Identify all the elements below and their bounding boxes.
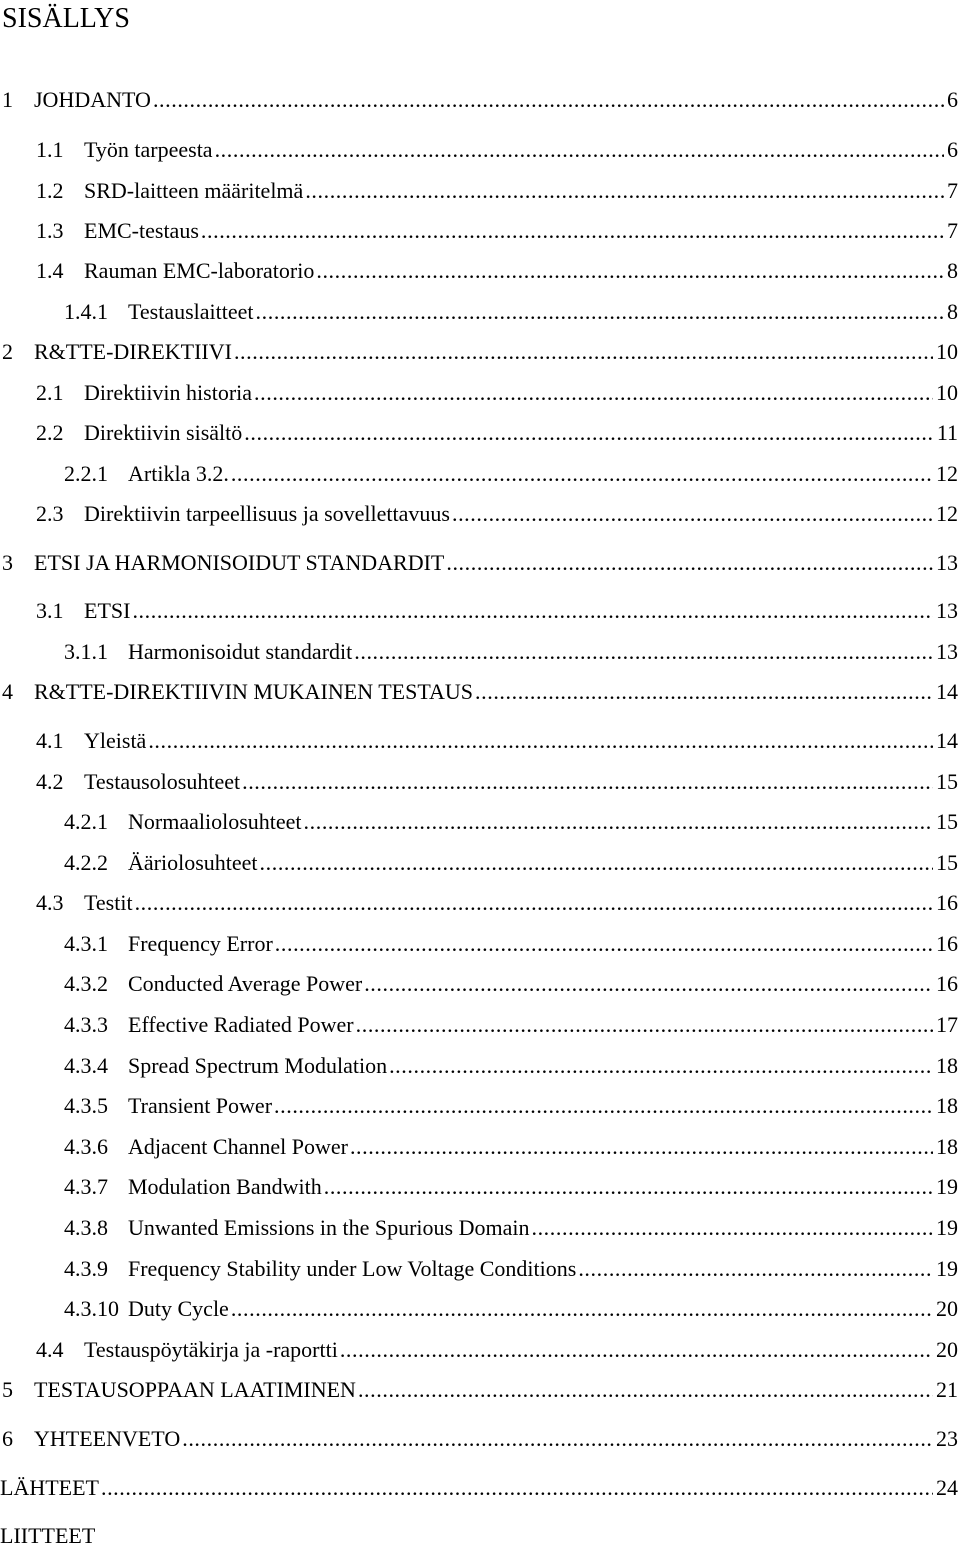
toc-entry-title: Modulation Bandwith xyxy=(128,1174,322,1199)
toc-entry-number: 2.2.1 xyxy=(64,461,108,486)
toc-entry-title: YHTEENVETO xyxy=(34,1426,181,1451)
toc-dot-leader xyxy=(272,1092,933,1120)
toc-entry-number: 4.2 xyxy=(36,769,64,794)
toc-entry-page-number: 18 xyxy=(936,1093,958,1118)
toc-entry[interactable] xyxy=(0,597,958,625)
toc-dot-leader xyxy=(133,889,933,917)
toc-entry[interactable] xyxy=(0,257,958,285)
toc-entry[interactable] xyxy=(0,86,958,114)
toc-entry-title: Unwanted Emissions in the Spurious Domain xyxy=(128,1215,530,1240)
toc-entry-title: TESTAUSOPPAAN LAATIMINEN xyxy=(34,1377,356,1402)
toc-dot-leader xyxy=(254,298,944,326)
toc-entry-number: 4.3.9 xyxy=(64,1256,108,1281)
toc-entry[interactable] xyxy=(0,1173,958,1201)
toc-entry-title: Adjacent Channel Power xyxy=(128,1134,348,1159)
toc-entry-title: Conducted Average Power xyxy=(128,971,363,996)
toc-entry[interactable] xyxy=(0,177,958,205)
toc-dot-leader xyxy=(354,1011,933,1039)
page-title: SISÄLLYS xyxy=(2,3,130,34)
toc-entry[interactable] xyxy=(0,638,958,666)
toc-dot-leader xyxy=(232,338,933,366)
toc-entry[interactable] xyxy=(0,1336,958,1364)
toc-entry-page-number: 21 xyxy=(936,1377,958,1402)
toc-dot-leader xyxy=(473,678,933,706)
toc-entry-title: Direktiivin tarpeellisuus ja sovellettavuus xyxy=(84,501,450,526)
toc-entry-title: Ääriolosuhteet xyxy=(128,850,258,875)
toc-entry-number: 4.3.8 xyxy=(64,1215,108,1240)
toc-entry-page-number: 13 xyxy=(936,639,958,664)
toc-entry-page-number: 7 xyxy=(947,178,958,203)
toc-entry-page-number: 11 xyxy=(936,420,958,445)
toc-entry-title: Direktiivin sisältö xyxy=(84,420,243,445)
toc-entry[interactable] xyxy=(0,500,958,528)
toc-entry-number: 4.2.1 xyxy=(64,809,108,834)
toc-entry-title: Duty Cycle xyxy=(128,1296,229,1321)
toc-entry-title: Testauslaitteet xyxy=(128,299,254,324)
toc-entry-title: JOHDANTO xyxy=(34,87,151,112)
toc-dot-leader xyxy=(348,1133,933,1161)
toc-entry-number: 2.2 xyxy=(36,420,64,445)
toc-entry-number: 1 xyxy=(2,87,13,112)
toc-entry-page-number: 12 xyxy=(936,501,958,526)
toc-dot-leader xyxy=(302,808,933,836)
toc-entry-number: 2.1 xyxy=(36,380,64,405)
toc-entry-page-number: 8 xyxy=(947,299,958,324)
toc-entry-number: 4.2.2 xyxy=(64,850,108,875)
toc-dot-leader xyxy=(229,460,933,488)
toc-entry-title: Artikla 3.2. xyxy=(128,461,229,486)
toc-entry-page-number: 20 xyxy=(936,1337,958,1362)
toc-entry[interactable] xyxy=(0,768,958,796)
toc-entry-number: 4.3.4 xyxy=(64,1053,108,1078)
toc-entry-page-number: 19 xyxy=(936,1256,958,1281)
toc-entry[interactable] xyxy=(0,1133,958,1161)
toc-entry-title: Transient Power xyxy=(128,1093,273,1118)
toc-entry-number: 4.3.6 xyxy=(64,1134,108,1159)
toc-dot-leader xyxy=(352,638,933,666)
toc-dot-leader xyxy=(362,970,933,998)
toc-entry-title: Effective Radiated Power xyxy=(128,1012,354,1037)
toc-entry-title: Normaaliolosuhteet xyxy=(128,809,302,834)
toc-dot-leader xyxy=(356,1376,933,1404)
toc-entry-page-number: 6 xyxy=(947,137,958,162)
toc-entry-number: 3.1.1 xyxy=(64,639,108,664)
toc-dot-leader xyxy=(130,597,933,625)
toc-entry-number: 4.3.3 xyxy=(64,1012,108,1037)
toc-entry-page-number: 20 xyxy=(936,1296,958,1321)
toc-entry[interactable] xyxy=(0,298,958,326)
toc-entry-title: Testit xyxy=(84,890,133,915)
toc-entry-page-number: 19 xyxy=(936,1174,958,1199)
toc-entry-title: R&TTE-DIREKTIIVIN MUKAINEN TESTAUS xyxy=(34,679,474,704)
toc-entry-number: 4.3.5 xyxy=(64,1093,108,1118)
toc-dot-leader xyxy=(529,1214,933,1242)
toc-entry-page-number: 12 xyxy=(936,461,958,486)
toc-dot-leader xyxy=(199,217,944,245)
toc-entry[interactable] xyxy=(0,930,958,958)
toc-entry-page-number: 16 xyxy=(936,890,958,915)
toc-entry-page-number: 13 xyxy=(936,550,958,575)
toc-entry-title: Testausolosuhteet xyxy=(84,769,241,794)
toc-dot-leader xyxy=(338,1336,933,1364)
toc-entry[interactable] xyxy=(0,1425,958,1453)
toc-entry[interactable] xyxy=(0,379,958,407)
toc-entry-number: 3 xyxy=(2,550,13,575)
toc-entry-title: EMC-testaus xyxy=(84,218,199,243)
toc-entry-title: Harmonisoidut standardit xyxy=(128,639,353,664)
toc-entry-page-number: 15 xyxy=(936,809,958,834)
toc-dot-leader xyxy=(229,1295,933,1323)
toc-entry-title: ETSI JA HARMONISOIDUT STANDARDIT xyxy=(34,550,445,575)
toc-entry-page-number: 16 xyxy=(936,931,958,956)
toc-entry-title: Frequency Stability under Low Voltage Conditions xyxy=(128,1256,577,1281)
toc-entry[interactable] xyxy=(0,1214,958,1242)
toc-entry-title: Spread Spectrum Modulation xyxy=(128,1053,388,1078)
toc-entry-number: 6 xyxy=(2,1426,13,1451)
toc-entry[interactable] xyxy=(0,1011,958,1039)
toc-entry-title: Direktiivin historia xyxy=(84,380,253,405)
toc-entry[interactable] xyxy=(0,1295,958,1323)
toc-entry-number: 3.1 xyxy=(36,598,64,623)
toc-dot-leader xyxy=(322,1173,933,1201)
toc-entry-number: 4.4 xyxy=(36,1337,64,1362)
toc-entry[interactable] xyxy=(0,849,958,877)
toc-entry-number: 4.3 xyxy=(36,890,64,915)
toc-entry-page-number: 10 xyxy=(936,380,958,405)
toc-entry[interactable] xyxy=(0,419,958,447)
toc-dot-leader xyxy=(387,1052,933,1080)
toc-entry-number: 4.1 xyxy=(36,728,64,753)
toc-entry[interactable] xyxy=(0,1052,958,1080)
toc-entry-page-number: 24 xyxy=(936,1475,958,1500)
toc-entry[interactable] xyxy=(0,1474,958,1502)
toc-entry-page-number: 6 xyxy=(947,87,958,112)
toc-entry-page-number: 18 xyxy=(936,1134,958,1159)
toc-entry-number: 1.3 xyxy=(36,218,64,243)
toc-entry-number: 1.4 xyxy=(36,258,64,283)
toc-dot-leader xyxy=(151,86,944,114)
toc-dot-leader xyxy=(99,1474,933,1502)
toc-entry[interactable] xyxy=(0,808,958,836)
toc-entry-number: 4.3.2 xyxy=(64,971,108,996)
toc-dot-leader xyxy=(240,768,933,796)
toc-entry-page-number: 7 xyxy=(947,218,958,243)
toc-dot-leader xyxy=(303,177,944,205)
toc-dot-leader xyxy=(213,136,944,164)
toc-dot-leader xyxy=(576,1255,933,1283)
toc-entry-page-number: 19 xyxy=(936,1215,958,1240)
toc-entry-title: LÄHTEET xyxy=(0,1475,99,1500)
toc-entry-number: 4.3.1 xyxy=(64,931,108,956)
toc-dot-leader xyxy=(444,549,933,577)
toc-entry-page-number: 10 xyxy=(936,339,958,364)
toc-entry[interactable] xyxy=(0,460,958,488)
toc-dot-leader xyxy=(314,257,944,285)
toc-entry-page-number: 17 xyxy=(936,1012,958,1037)
toc-entry-number: 4 xyxy=(2,679,13,704)
toc-entry[interactable] xyxy=(0,889,958,917)
toc-entry-title: Rauman EMC-laboratorio xyxy=(84,258,315,283)
toc-entry[interactable] xyxy=(0,338,958,366)
toc-entry[interactable] xyxy=(0,1376,958,1404)
toc-dot-leader xyxy=(258,849,933,877)
toc-dot-leader xyxy=(242,419,934,447)
toc-entry-page-number: 13 xyxy=(936,598,958,623)
toc-entry[interactable] xyxy=(0,549,958,577)
toc-entry-number: 4.3.7 xyxy=(64,1174,108,1199)
toc-entry-title: Yleistä xyxy=(84,728,147,753)
toc-dot-leader xyxy=(146,727,933,755)
toc-entry-number: 2 xyxy=(2,339,13,364)
toc-dot-leader xyxy=(450,500,933,528)
toc-entry-number: 1.1 xyxy=(36,137,64,162)
toc-entry-page-number: 15 xyxy=(936,769,958,794)
toc-entry[interactable] xyxy=(0,970,958,998)
toc-entry-page-number: 14 xyxy=(936,728,958,753)
toc-entry[interactable] xyxy=(0,217,958,245)
toc-entry[interactable] xyxy=(0,1092,958,1120)
toc-entry-number: 5 xyxy=(2,1377,13,1402)
toc-entry-title: R&TTE-DIREKTIIVI xyxy=(34,339,232,364)
toc-entry-title: SRD-laitteen määritelmä xyxy=(84,178,304,203)
toc-dot-leader xyxy=(180,1425,933,1453)
toc-dot-leader xyxy=(273,930,933,958)
toc-entry[interactable] xyxy=(0,727,958,755)
toc-entry[interactable] xyxy=(0,678,958,706)
toc-entry-number: 4.3.10 xyxy=(64,1296,119,1321)
toc-entry-title: ETSI xyxy=(84,598,131,623)
toc-entry-title: Testauspöytäkirja ja -raportti xyxy=(84,1337,338,1362)
toc-entry-page-number: 14 xyxy=(936,679,958,704)
toc-entry[interactable] xyxy=(0,136,958,164)
toc-entry[interactable] xyxy=(0,1255,958,1283)
toc-appendices-heading: LIITTEET xyxy=(0,1523,96,1548)
toc-entry-number: 1.2 xyxy=(36,178,64,203)
toc-entry-title: Frequency Error xyxy=(128,931,273,956)
toc-entry-page-number: 16 xyxy=(936,971,958,996)
toc-entry-page-number: 8 xyxy=(947,258,958,283)
toc-entry-page-number: 15 xyxy=(936,850,958,875)
toc-dot-leader xyxy=(252,379,933,407)
toc-entry-title: Työn tarpeesta xyxy=(84,137,213,162)
toc-entry-page-number: 18 xyxy=(936,1053,958,1078)
toc-entry-number: 1.4.1 xyxy=(64,299,108,324)
toc-entry-number: 2.3 xyxy=(36,501,64,526)
toc-entry-page-number: 23 xyxy=(936,1426,958,1451)
